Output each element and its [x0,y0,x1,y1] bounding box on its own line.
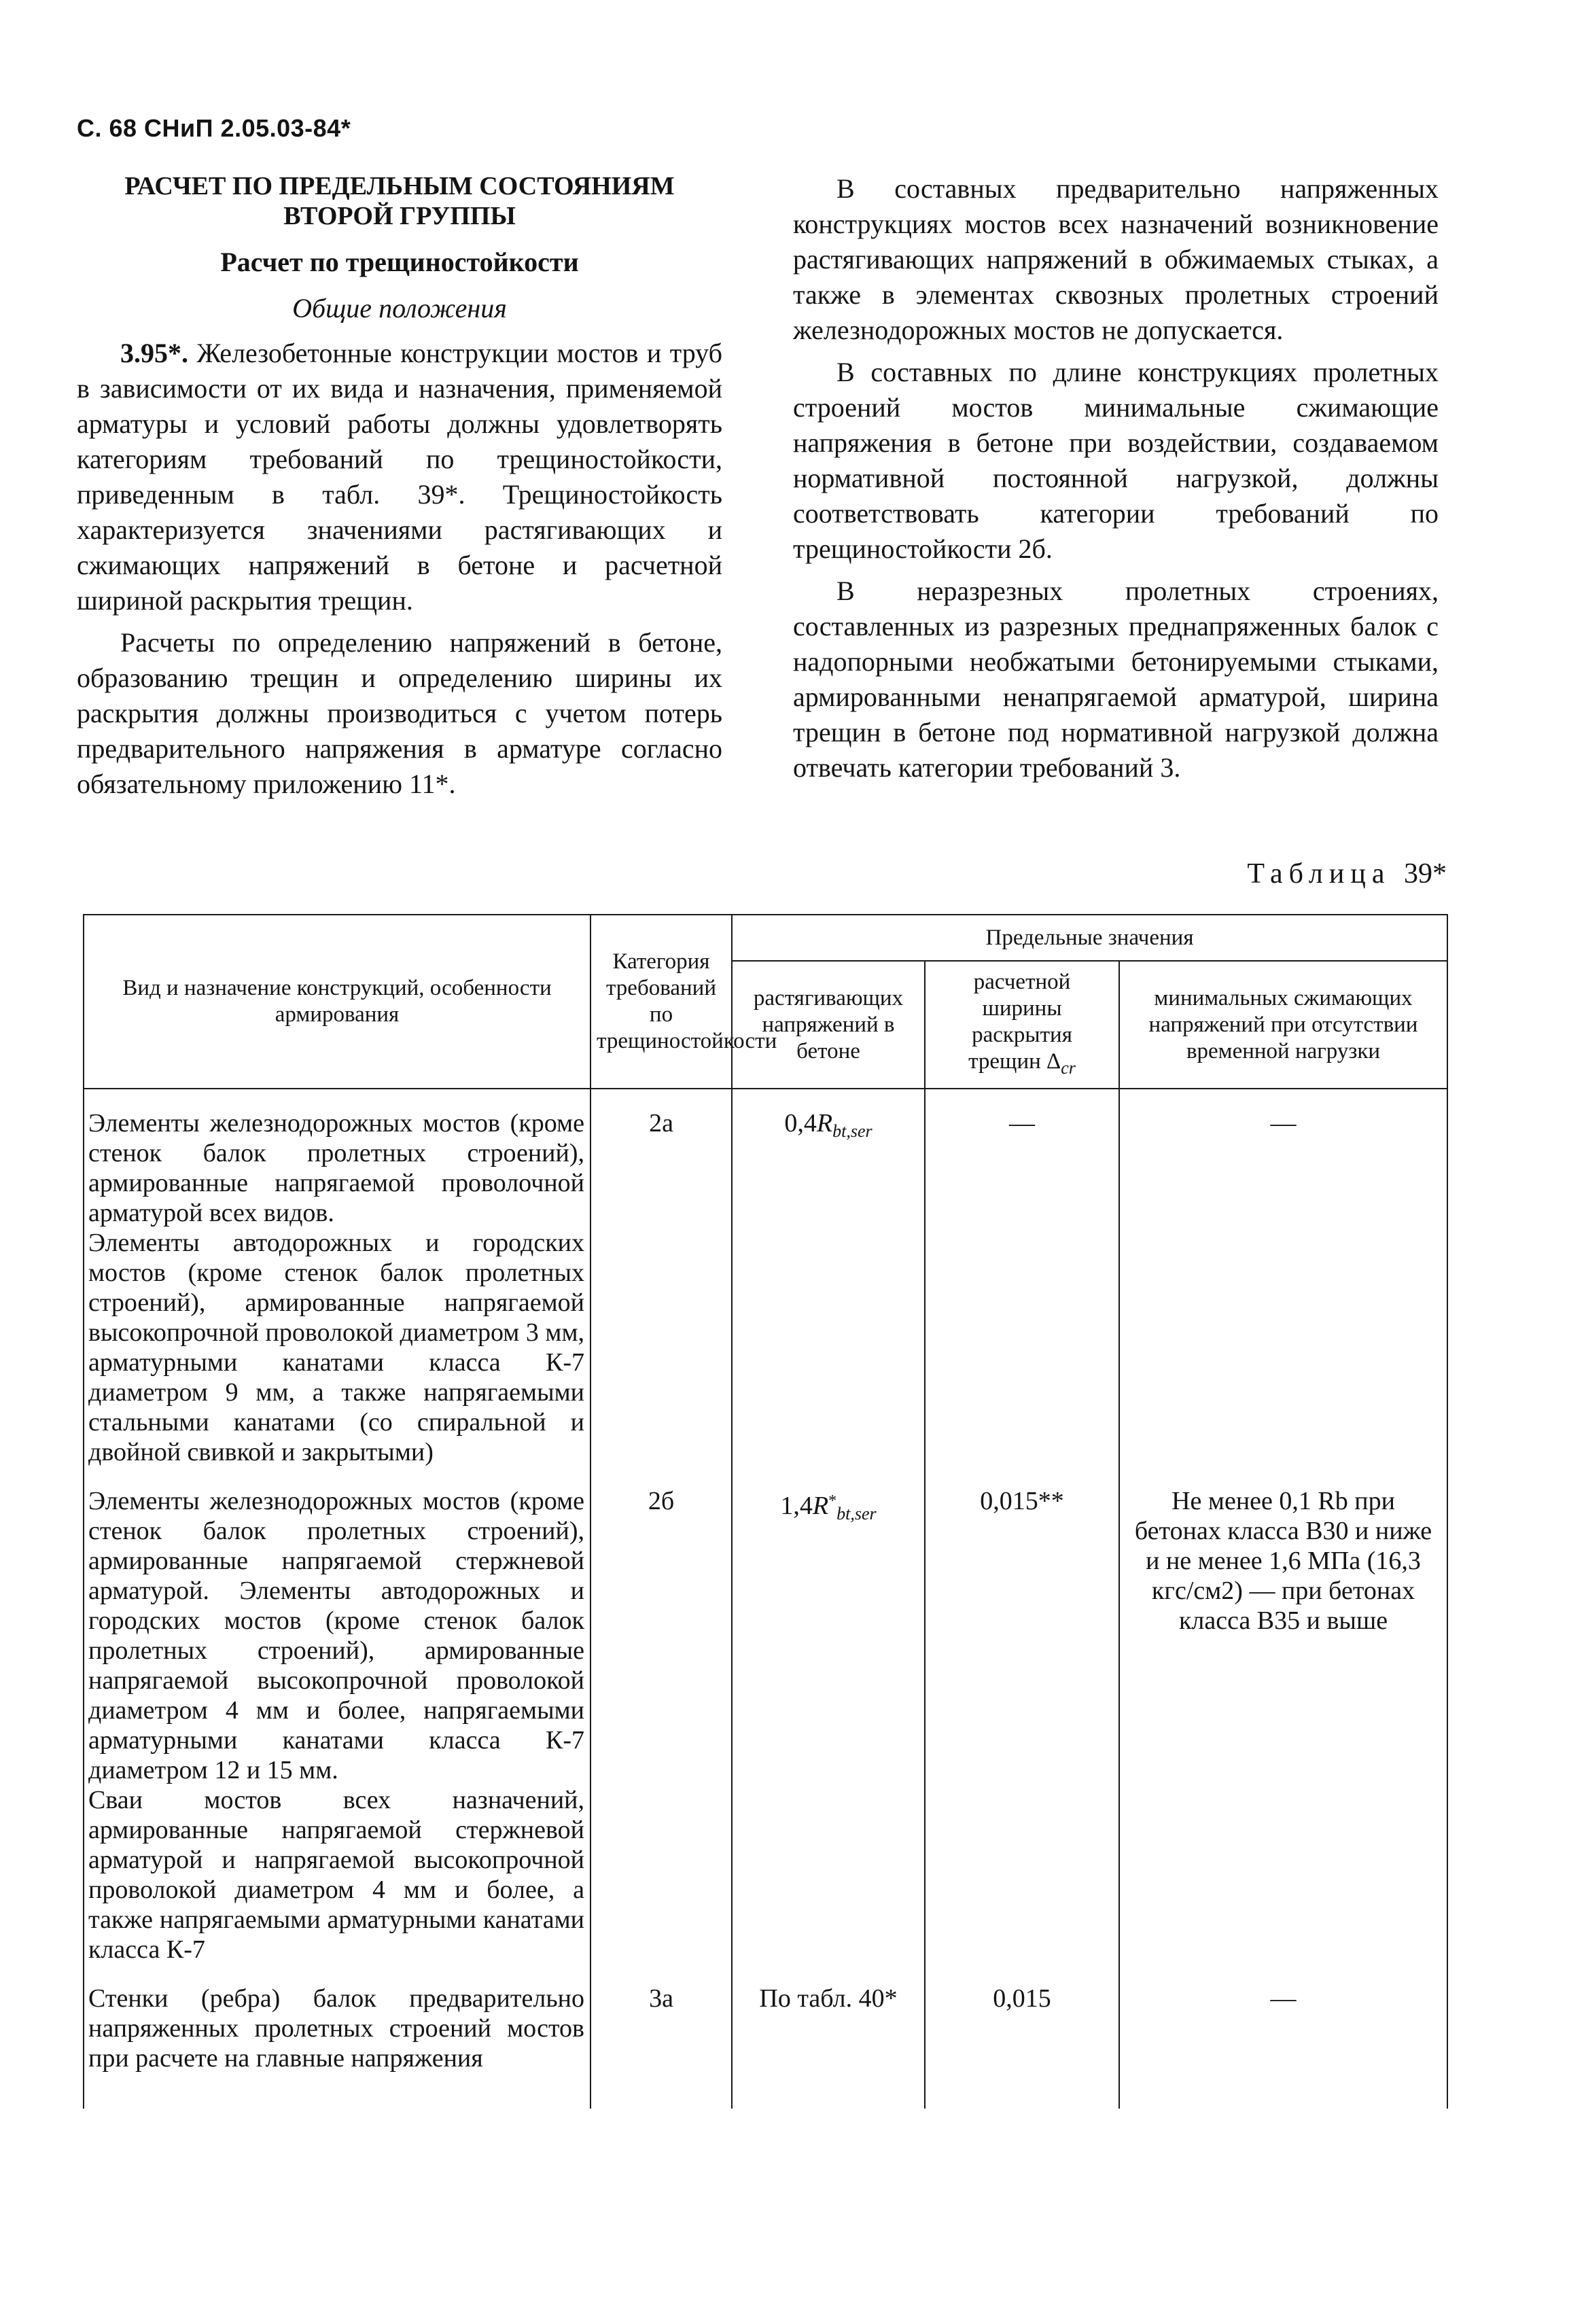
clause-text: Железобетонные конструкции мостов и труб в зависимости от их вида и назначения, применяемой арматуры и условий работы должны удовлетворять категориям требований по трещиностойкости, приведенным в табл. 39*. Трещиностойкость характеризуется значениями растягивающих и сжимающих напряжений в бетоне и расчетной шириной раскрытия трещин. [77,338,722,616]
clause-number: 3.95*. [120,338,188,368]
row-compressive: — [1119,1089,1447,1467]
row-tensile: По табл. 40* [732,1965,925,2109]
row-description: Элементы железнодорожных мостов (кроме стенок балок пролетных строений), армированные напрягаемой стержневой арматурой. Элементы автодорожных и городских мостов (кроме стенок балок пролетных строений), армированные напрягаемой высокопрочной проволокой диаметром 4 мм и более, напрягаемыми арматурными канатами класса К-7 диаметром 12 и 15 мм. Сваи мостов всех назначений, армированные напрягаемой стержневой арматурой и напрягаемой высокопрочной проволокой диаметром 4 мм и более, а также напрягаемыми арматурными канатами класса К-7 [84,1467,591,1965]
row-crack-width: 0,015** [925,1467,1119,1965]
table-caption [1247,858,1447,890]
row-compressive: Не менее 0,1 Rb при бетонах класса В30 и ниже и не менее 1,6 МПа (16,3 кгс/см2) — при бетонах класса В35 и выше [1119,1467,1447,1965]
row-description: Стенки (ребра) балок предварительно напряженных пролетных строений мостов при расчете на главные напряжения [84,1965,591,2109]
row-tensile: $0,4R_{bt,ser}$ [732,1089,925,1467]
header-limits-group: Предельные значения [732,915,1447,961]
row-category: 3а [591,1965,732,2109]
header-tensile: растягивающих напряжений в бетоне [732,961,925,1089]
table-number: 39* [1404,858,1447,890]
row-crack-width: 0,015 [925,1965,1119,2109]
page-header: С. 68 СНиП 2.05.03-84* [77,114,351,142]
header-description: Вид и назначение конструкций, особенности армирования [84,915,591,1089]
header-compressive: минимальных сжимающих напряжений при отсутствии временной нагрузки [1119,961,1447,1089]
table-row [84,1467,1447,1965]
row-category: 2б [591,1467,732,1965]
subsection-title: Расчет по трещиностойкости [220,247,579,277]
right-paragraph-2: В составных по длине конструкциях пролетных строений мостов минимальные сжимающие напряжения в бетоне при воздействии, создаваемом нормативной постоянной нагрузкой, должны соответствовать категории требований по трещиностойкости 2б. [793,357,1439,564]
clause-3-95-paragraph [77,336,722,618]
left-column [77,171,722,809]
right-column [793,171,1439,792]
row-compressive: — [1119,1965,1447,2109]
row-tensile: $1,4R^*_{bt,ser}$ [732,1467,925,1965]
header-category: Категория требований по трещиностойкости [591,915,732,1089]
table-label: Таблица [1247,858,1391,890]
section-title: РАСЧЕТ ПО ПРЕДЕЛЬНЫМ СОСТОЯНИЯМ ВТОРОЙ ГРУППЫ [124,172,675,230]
row-description: Элементы железнодорожных мостов (кроме стенок балок пролетных строений), армированные напрягаемой проволочной арматурой всех видов. Элементы автодорожных и городских мостов (кроме стенок балок пролетных строений), армированные напрягаемой высокопрочной проволокой диаметром 3 мм, арматурными канатами класса К-7 диаметром 9 мм, а также напрягаемыми стальными канатами (со спиральной и двойной свивкой и закрытыми) [84,1089,591,1467]
row-category: 2а [591,1089,732,1467]
row-crack-width: — [925,1089,1119,1467]
table-row [84,1089,1447,1467]
left-paragraph-2: Расчеты по определению напряжений в бетоне, образованию трещин и определению ширины их раскрытия должны производиться с учетом потерь предварительного напряжения в арматуре согласно обязательному приложению 11*. [77,627,722,799]
header-crack-width: расчетной ширины раскрытия трещин $\Delta_{cr}$ [925,961,1119,1089]
table-row [84,1965,1447,2109]
subsubsection-title: Общие положения [292,293,507,323]
crack-resistance-table [83,914,1448,2109]
right-paragraph-1: В составных предварительно напряженных конструкциях мостов всех назначений возникновение растягивающих напряжений в обжимаемых стыках, а также в элементах сквозных пролетных строений железнодорожных мостов не допускается. [793,173,1439,345]
right-paragraph-3: В неразрезных пролетных строениях, составленных из разрезных преднапряженных балок с надопорными необжатыми бетонируемыми стыками, армированными ненапрягаемой арматурой, ширина трещин в бетоне под нормативной нагрузкой должна отвечать категории требований 3. [793,576,1439,783]
